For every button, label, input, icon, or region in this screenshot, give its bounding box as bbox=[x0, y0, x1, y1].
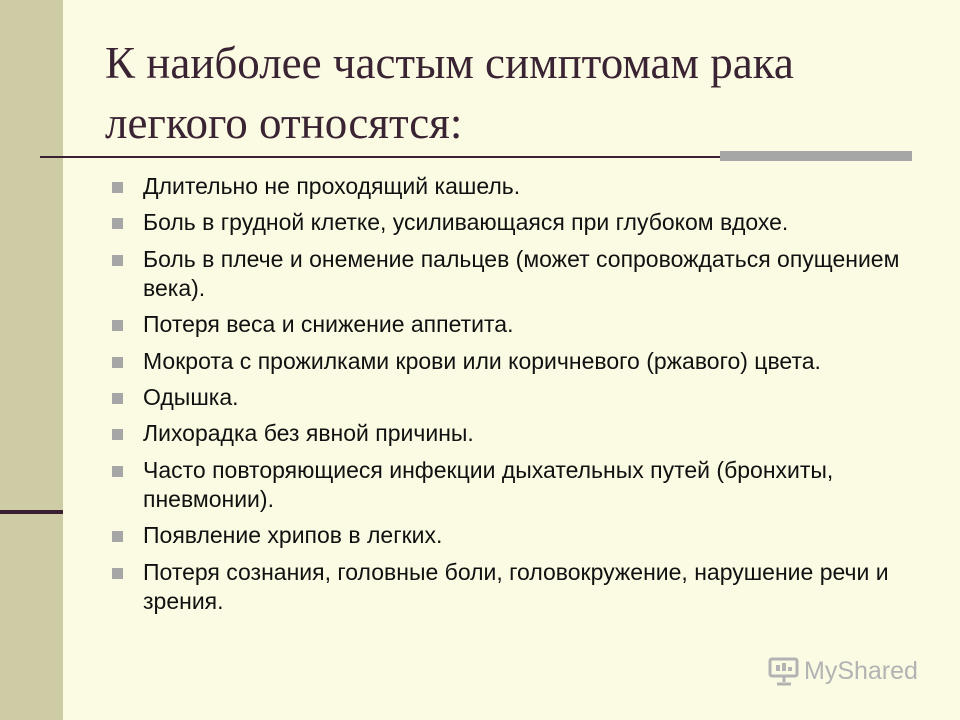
list-item bbox=[112, 208, 912, 237]
list-item-text: Потеря веса и снижение аппетита. bbox=[143, 311, 514, 338]
symptom-list bbox=[112, 172, 912, 623]
square-bullet-icon bbox=[112, 466, 123, 477]
square-bullet-icon bbox=[112, 531, 123, 542]
square-bullet-icon bbox=[112, 568, 123, 579]
list-item bbox=[112, 245, 912, 303]
square-bullet-icon bbox=[112, 357, 123, 368]
list-item bbox=[112, 521, 912, 550]
list-item bbox=[112, 172, 912, 201]
list-item-text: Часто повторяющиеся инфекции дыхательных путей (бронхиты, пневмонии). bbox=[143, 456, 834, 512]
list-item-text: Длительно не проходящий кашель. bbox=[143, 173, 521, 199]
list-item-text: Появление хрипов в легких. bbox=[143, 522, 443, 549]
list-item bbox=[112, 419, 912, 448]
slide-title-line-1: К наиболее частым симптомам рака bbox=[105, 38, 794, 88]
title-underline-accent bbox=[720, 151, 912, 161]
list-item-text: Боль в плече и онемение пальцев (может сопровождаться опущением века). bbox=[143, 245, 900, 301]
list-item-text: Потеря сознания, головные боли, головокружение, нарушение речи и зрения. bbox=[143, 558, 889, 614]
square-bullet-icon bbox=[112, 218, 123, 229]
watermark-text: MyShared bbox=[804, 656, 918, 685]
side-bar-accent-line bbox=[0, 510, 63, 514]
slide-title-line-2: легкого относятся: bbox=[105, 98, 463, 148]
square-bullet-icon bbox=[112, 393, 123, 404]
list-item bbox=[112, 383, 912, 412]
list-item bbox=[112, 310, 912, 339]
list-item bbox=[112, 456, 912, 514]
presentation-board-icon bbox=[768, 656, 800, 686]
square-bullet-icon bbox=[112, 255, 123, 266]
list-item-text: Боль в грудной клетке, усиливающаяся при глубоком вдохе. bbox=[143, 209, 789, 236]
square-bullet-icon bbox=[112, 182, 123, 193]
list-item bbox=[112, 558, 912, 616]
list-item bbox=[112, 347, 912, 376]
list-item-text: Лихорадка без явной причины. bbox=[143, 420, 474, 447]
list-item-text: Мокрота с прожилками крови или коричневого (ржавого) цвета. bbox=[143, 347, 821, 374]
side-bar bbox=[0, 0, 63, 720]
list-item-text: Одышка. bbox=[143, 383, 239, 410]
slide-title bbox=[105, 33, 925, 153]
myshared-watermark[interactable] bbox=[768, 656, 918, 686]
square-bullet-icon bbox=[112, 320, 123, 331]
square-bullet-icon bbox=[112, 429, 123, 440]
